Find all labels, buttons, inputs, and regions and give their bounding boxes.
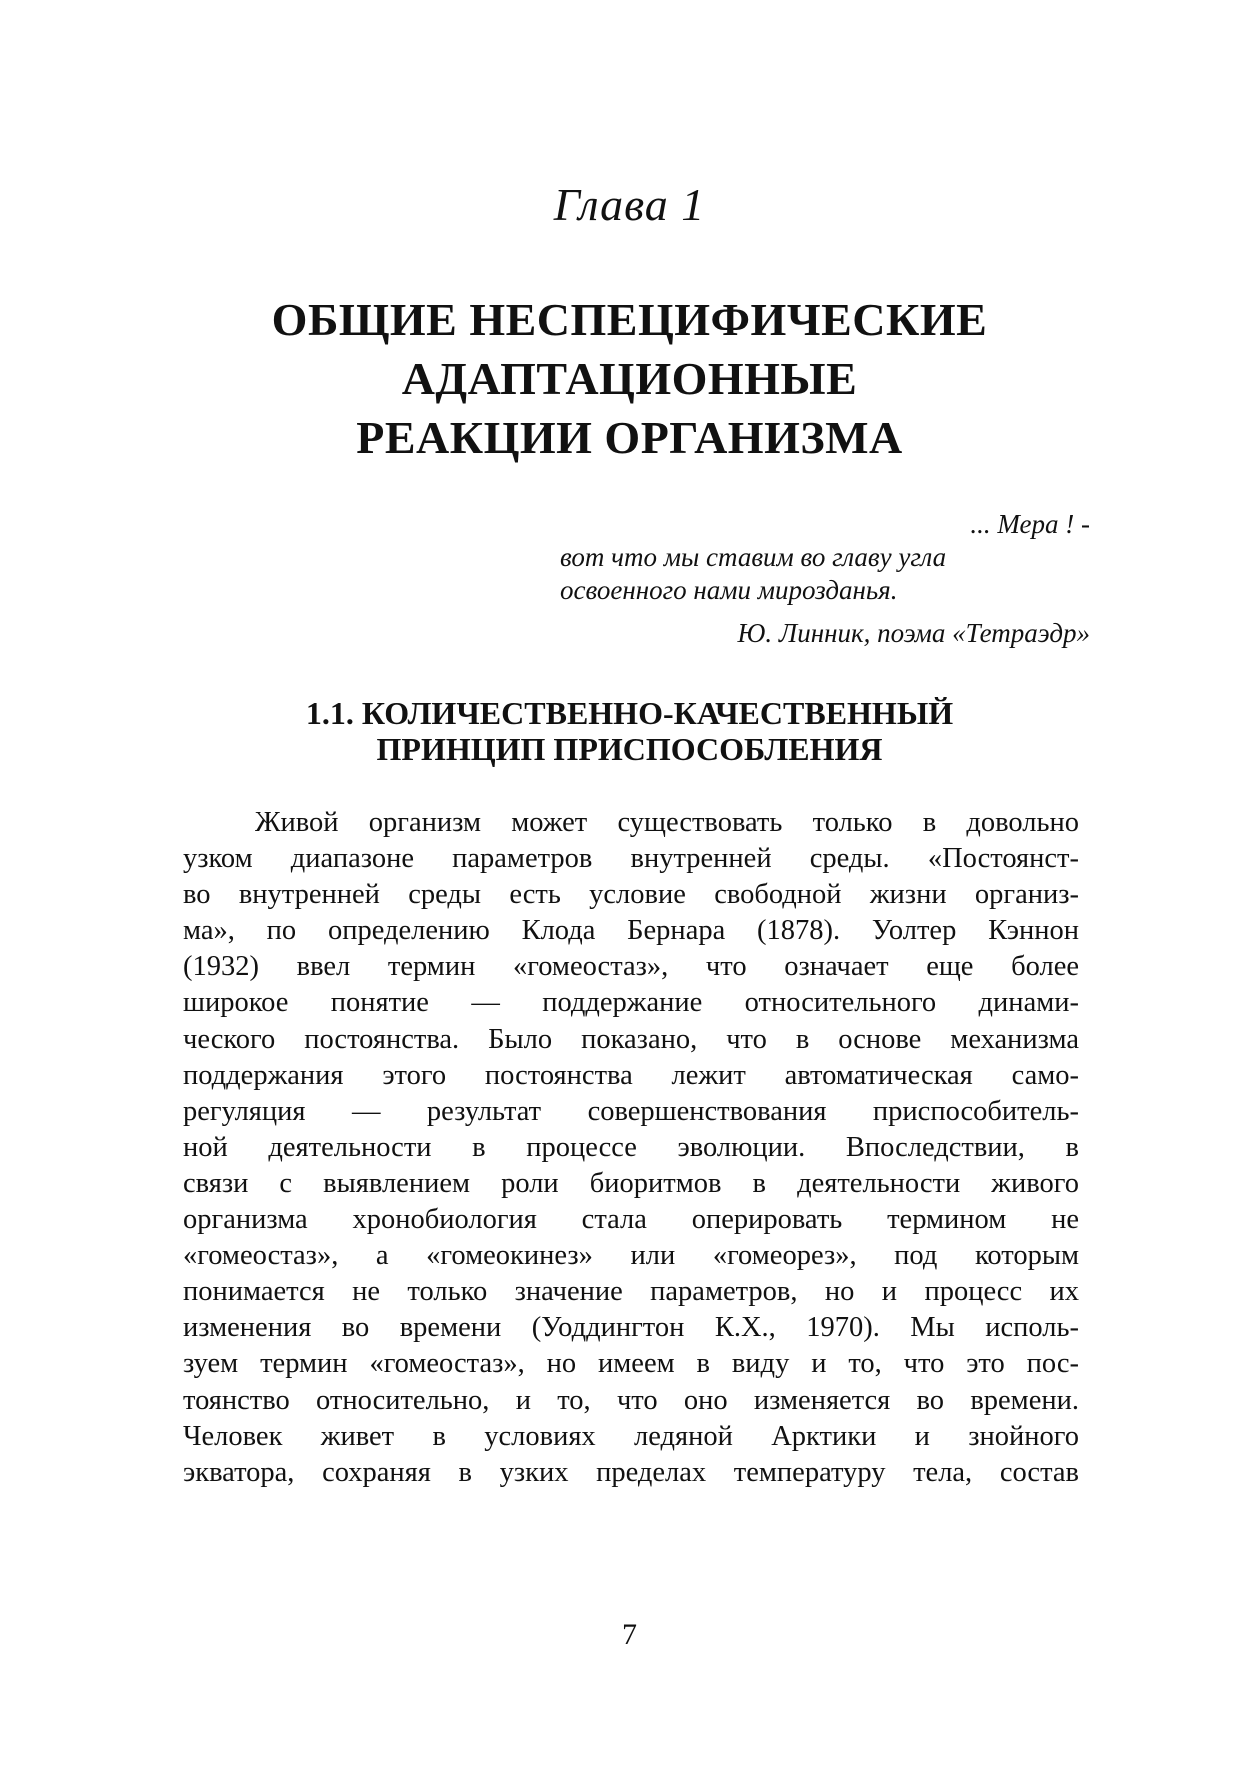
body-line: ной деятельности в процессе эволюции. Впоследствии, в [183,1131,1079,1163]
body-line: Человек живет в условиях ледяной Арктики и знойного [183,1420,1079,1452]
body-line: организма хронобиология стала оперировать термином не [183,1204,1079,1236]
chapter-title [0,290,1259,467]
body-line: широкое понятие — поддержание относительного динами- [183,987,1079,1019]
body-line: понимается не только значение параметров, но и процесс их [183,1276,1079,1308]
chapter-title-line: АДАПТАЦИОННЫЕ [401,353,858,404]
section-title-line: 1.1. КОЛИЧЕСТВЕННО-КАЧЕСТВЕННЫЙ [305,695,954,731]
page-number: 7 [622,1618,637,1651]
body-line: тоянство относительно, и то, что оно изменяется во времени. [183,1384,1079,1416]
body-line: ческого постоянства. Было показано, что в основе механизма [183,1023,1079,1055]
body-line: связи с выявлением роли биоритмов в деятельности живого [183,1167,1079,1199]
epigraph [560,508,1090,650]
body-line: регуляция — результат совершенствования приспособитель- [183,1095,1079,1127]
body-line: зуем термин «гомеостаз», но имеем в виду и то, что это пос- [183,1348,1079,1380]
body-line: изменения во времени (Уоддингтон К.Х., 1970). Мы исполь- [183,1312,1079,1344]
epigraph-line: освоенного нами мирозданья. [560,575,898,605]
epigraph-line: вот что мы ставим во главу угла [560,542,947,572]
chapter-title-line: РЕАКЦИИ ОРГАНИЗМА [356,412,903,463]
body-line: «гомеостаз», а «гомеокинез» или «гомеорез», под которым [183,1240,1079,1272]
body-paragraph [183,805,1079,1491]
body-line: во внутренней среды есть условие свободной жизни организ- [183,879,1079,911]
chapter-title-line: ОБЩИЕ НЕСПЕЦИФИЧЕСКИЕ [271,294,988,345]
epigraph-line: ... Мера ! - [970,509,1090,539]
body-line: (1932) ввел термин «гомеостаз», что означает еще более [183,951,1079,983]
section-title [0,695,1259,767]
body-line: Живой организм может существовать только в довольно [255,807,1079,838]
body-line: экватора, сохраняя в узких пределах температуру тела, состав [183,1456,1079,1488]
body-line: узком диапазоне параметров внутренней среды. «Постоянст- [183,843,1079,875]
section-title-line: ПРИНЦИП ПРИСПОСОБЛЕНИЯ [376,731,883,767]
chapter-label: Глава 1 [553,179,706,230]
body-line: ма», по определению Клода Бернара (1878). Уолтер Кэннон [183,915,1079,947]
epigraph-attribution: Ю. Линник, поэма «Тетраэдр» [737,618,1090,648]
body-line: поддержания этого постоянства лежит автоматическая само- [183,1059,1079,1091]
